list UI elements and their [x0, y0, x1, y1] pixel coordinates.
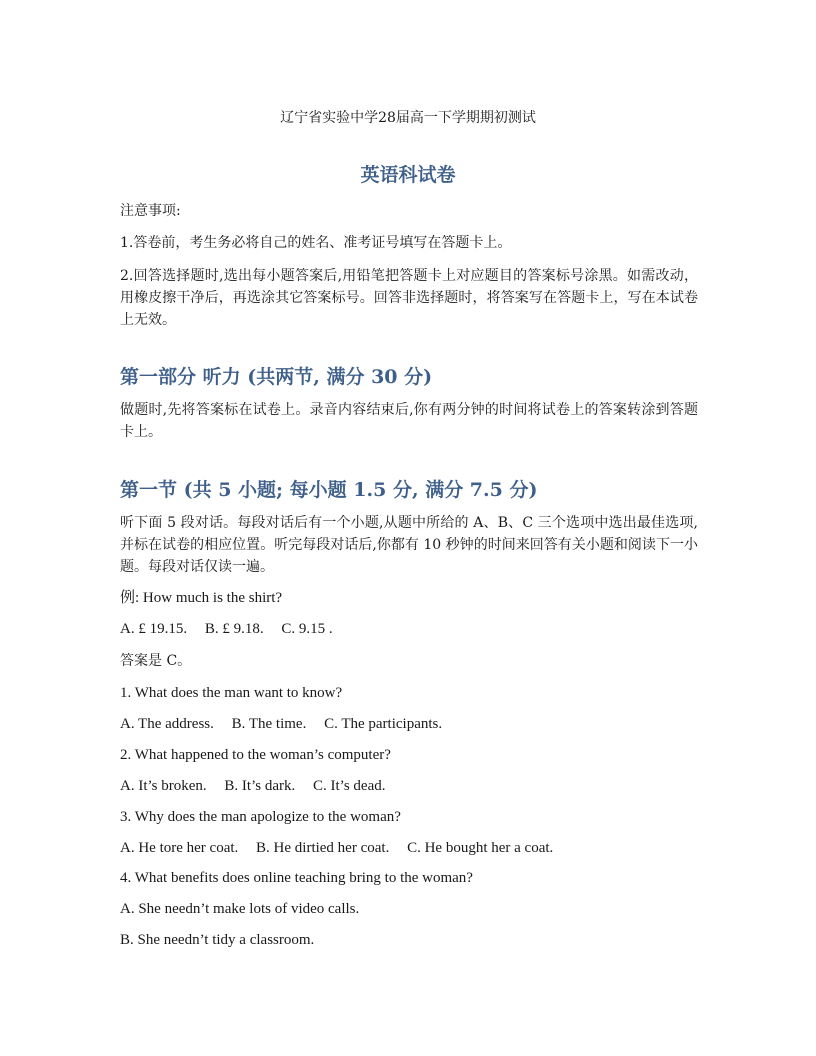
question-2-option-a: A. It’s broken. — [120, 778, 207, 794]
question-1: 1. What does the man want to know? — [120, 685, 343, 701]
question-1-options — [120, 714, 456, 735]
question-4-option-a: A. She needn’t make lots of video calls. — [120, 901, 360, 917]
question-1-option-b: B. The time. — [231, 716, 307, 732]
question-3-option-c: C. He bought her a coat. — [407, 840, 554, 856]
example-answer: 答案是 C。 — [120, 653, 192, 669]
question-2-option-b: B. It’s dark. — [224, 778, 296, 794]
question-2: 2. What happened to the woman’s computer? — [120, 747, 391, 763]
question-4: 4. What benefits does online teaching bring to the woman? — [120, 870, 473, 886]
school-title: 辽宁省实验中学28届高一下学期期初测试 — [280, 110, 536, 126]
subject-title: 英语科试卷 — [360, 164, 456, 186]
notice-item-2: 2.回答选择题时,选出每小题答案后,用铅笔把答题卡上对应题目的答案标号涂黑。如需改动，用橡皮擦干净后，再选涂其它答案标号。回答非选择题时，将答案写在答题卡上，写在本试卷上无效。 — [120, 268, 698, 328]
question-3-options — [120, 838, 567, 859]
question-3: 3. Why does the man apologize to the woman? — [120, 809, 401, 825]
part1-heading: 第一部分 听力 (共两节, 满分 30 分) — [120, 366, 433, 388]
example-option-b: B. £ 9.18. — [204, 621, 264, 637]
notice-item-1: 1.答卷前，考生务必将自己的姓名、准考证号填写在答题卡上。 — [120, 235, 512, 251]
question-1-option-a: A. The address. — [120, 716, 214, 732]
question-1-option-c: C. The participants. — [324, 716, 443, 732]
question-2-options — [120, 776, 399, 797]
notice-heading: 注意事项: — [120, 203, 181, 219]
example-option-a: A. £ 19.15. — [120, 621, 188, 637]
part1-instructions: 做题时,先将答案标在试卷上。录音内容结束后,你有两分钟的时间将试卷上的答案转涂到答题卡上。 — [120, 402, 698, 440]
question-3-option-b: B. He dirtied her coat. — [256, 840, 390, 856]
section1-heading: 第一节 (共 5 小题; 每小题 1.5 分, 满分 7.5 分) — [120, 479, 538, 501]
example-question: 例: How much is the shirt? — [120, 590, 283, 606]
example-options — [120, 619, 347, 640]
question-3-option-a: A. He tore her coat. — [120, 840, 239, 856]
question-4-option-b: B. She needn’t tidy a classroom. — [120, 932, 315, 948]
question-2-option-c: C. It’s dead. — [312, 778, 386, 794]
example-option-c: C. 9.15 . — [281, 621, 333, 637]
section1-instructions: 听下面 5 段对话。每段对话后有一个小题,从题中所给的 A、B、C 三个选项中选出最佳选项,并标在试卷的相应位置。听完每段对话后,你都有 10 秒钟的时间来回答有关小题和阅读下一小题。每段对话仅读一遍。 — [120, 515, 698, 575]
